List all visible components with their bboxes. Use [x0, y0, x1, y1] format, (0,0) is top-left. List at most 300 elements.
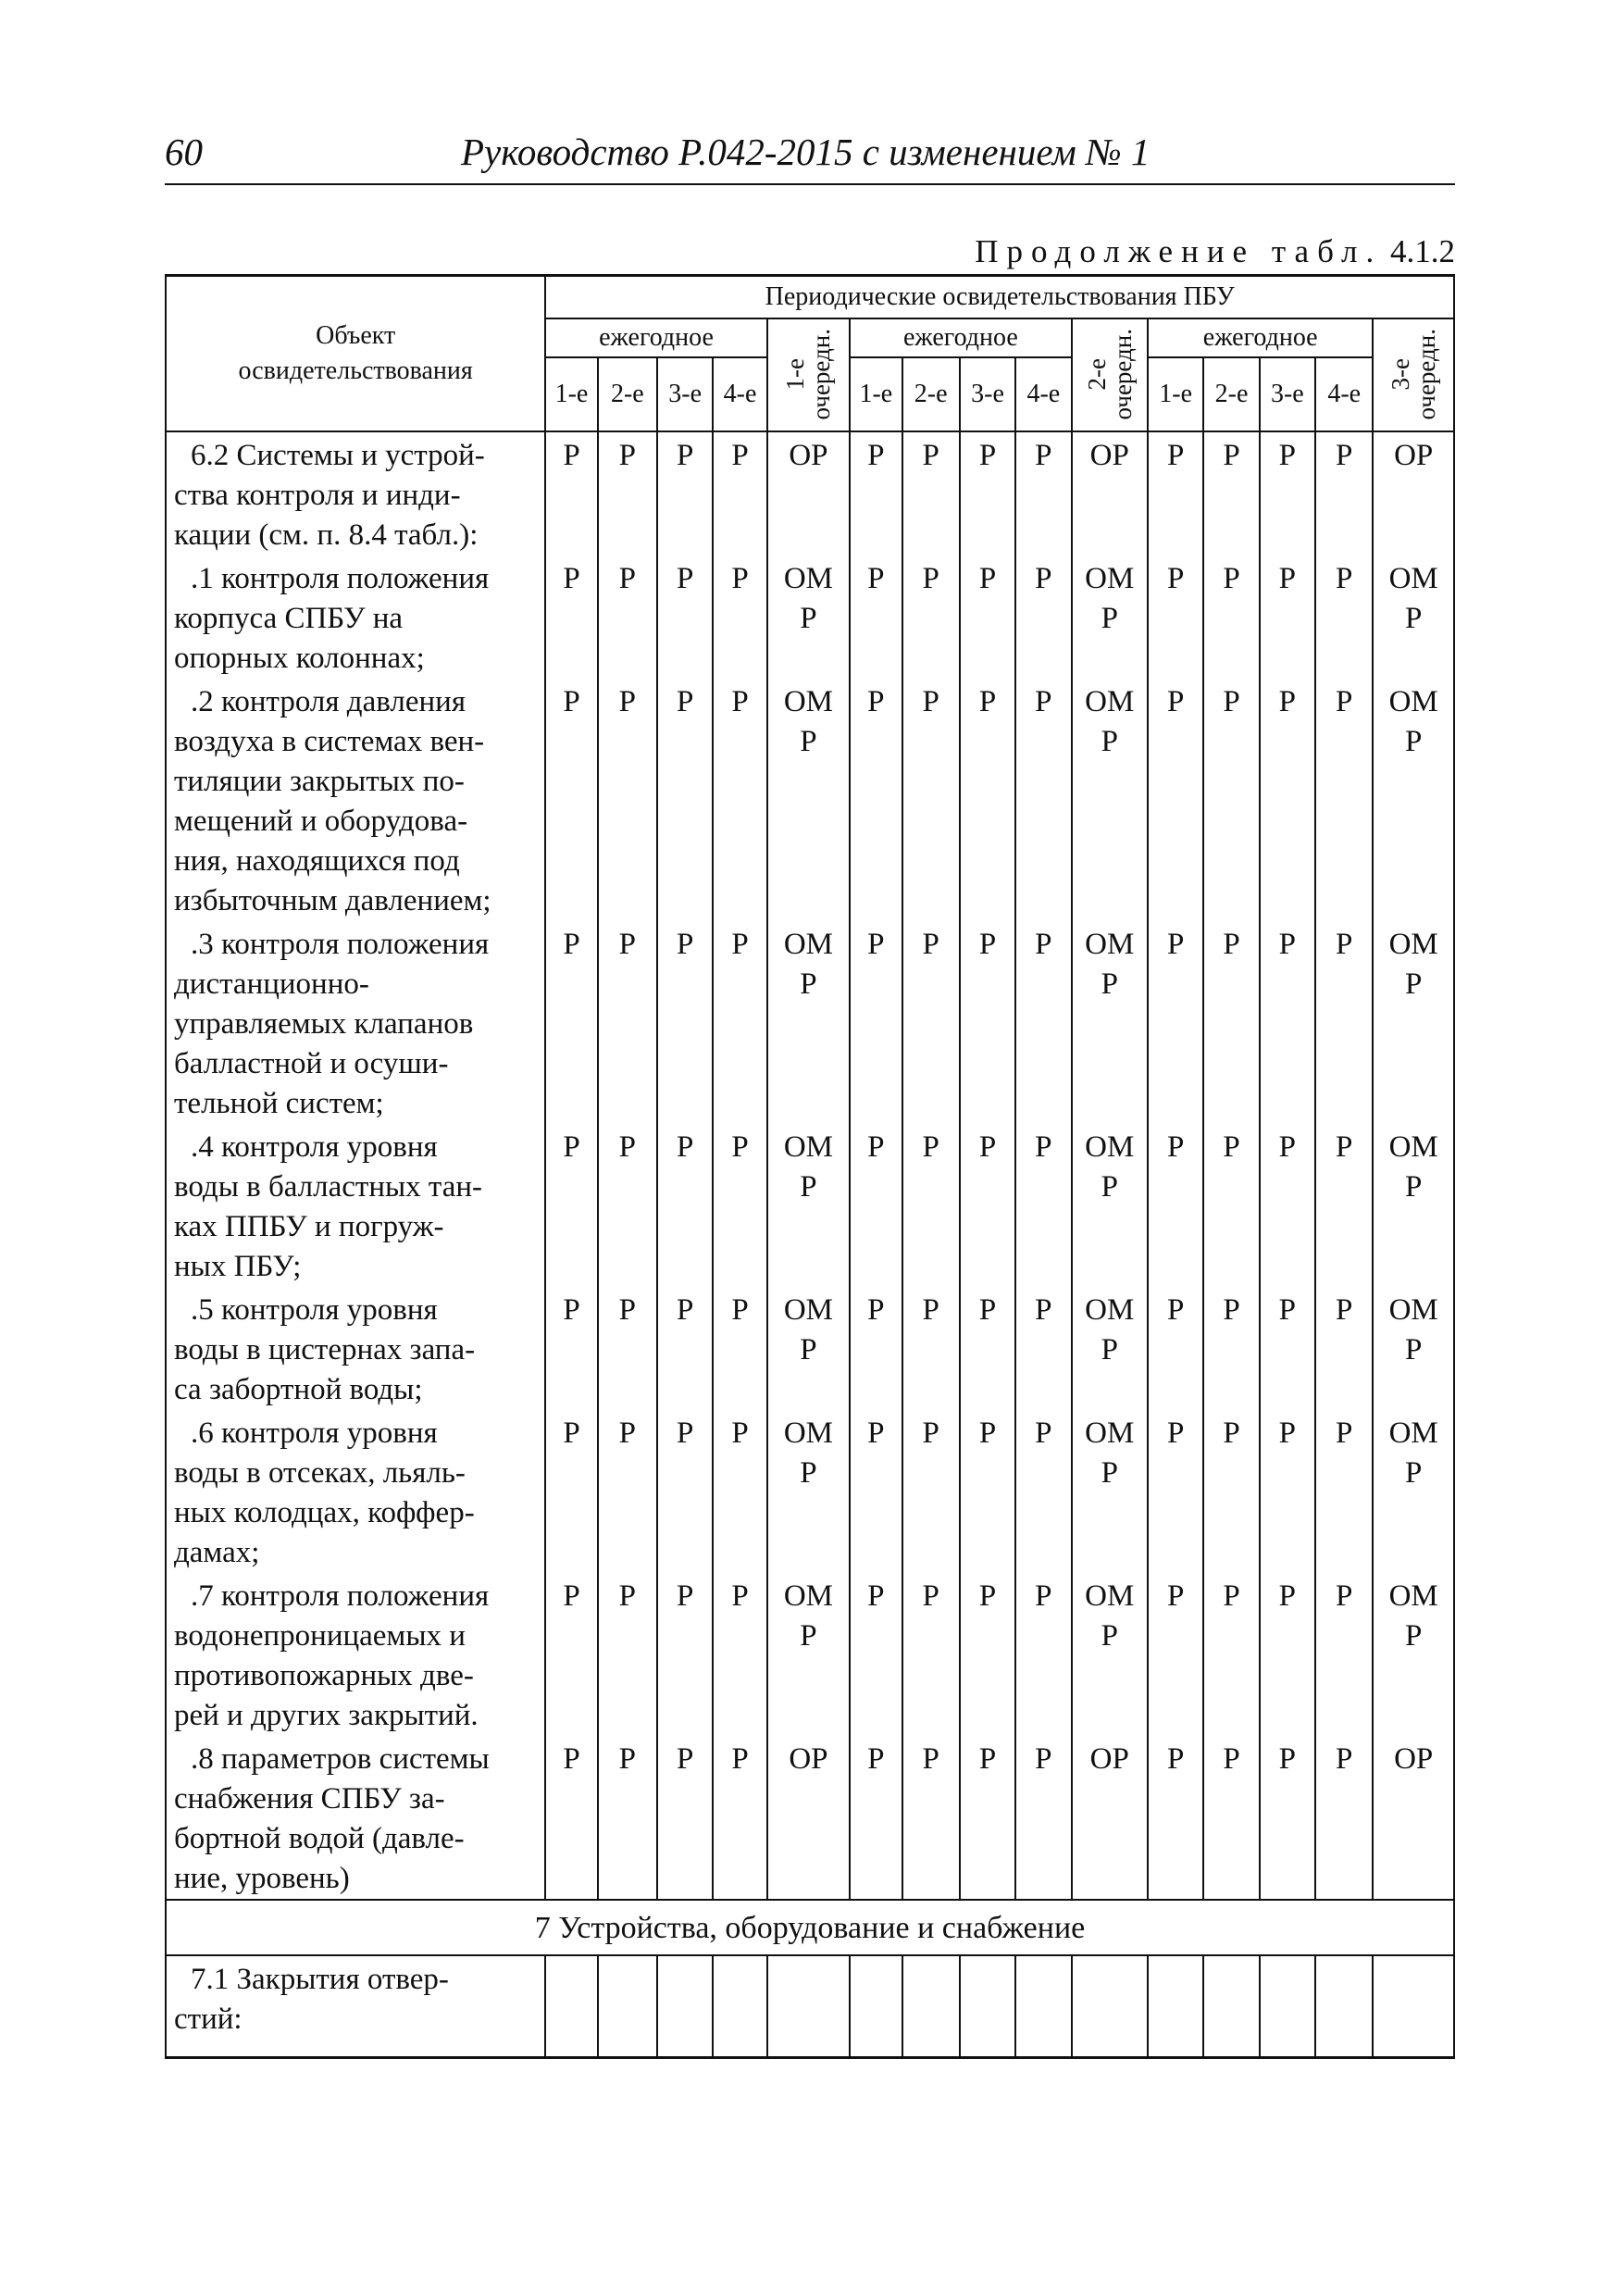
- cell-value: Р: [1166, 1578, 1185, 1613]
- cell-value: Р: [800, 1332, 817, 1366]
- subcol-3: 3-е: [960, 357, 1015, 431]
- cell-value: Р: [978, 561, 997, 595]
- row-object: [166, 1736, 545, 1900]
- object-line: .1 контроля положения: [191, 561, 490, 595]
- cell-value: Р: [978, 684, 997, 718]
- object-line: ства контроля и инди-: [174, 478, 461, 512]
- cell-value: Р: [1336, 927, 1353, 961]
- object-line: кации (см. п. 8.4 табл.):: [174, 518, 479, 552]
- object-line: корпуса СПБУ на: [174, 601, 404, 635]
- cell-value: Р: [731, 927, 749, 961]
- object-line: управляемых клапанов: [174, 1006, 474, 1041]
- survey-cell: [850, 1410, 902, 1573]
- object-line: дамах;: [174, 1535, 260, 1569]
- object-line: противопожарных две-: [174, 1658, 474, 1692]
- cell-value: Р: [563, 1416, 580, 1450]
- cell-value: Р: [867, 684, 885, 718]
- cell-value: Р: [1166, 1741, 1185, 1776]
- survey-cell: [1203, 1573, 1259, 1736]
- object-line: воды в отсеках, льяль-: [174, 1455, 466, 1490]
- object-line: рей и других закрытий.: [174, 1698, 479, 1732]
- cell-value: Р: [1166, 1292, 1185, 1327]
- survey-cell: [1072, 1124, 1148, 1287]
- cell-value: Р: [1035, 684, 1052, 718]
- cell-value: Р: [677, 561, 694, 595]
- survey-cell: [1203, 679, 1259, 921]
- subcol-1: 1-е: [1148, 357, 1203, 431]
- survey-cell: [902, 555, 960, 679]
- empty-cell: [1373, 1955, 1454, 2058]
- subcol-2: 2-е: [1203, 357, 1259, 431]
- cell-value: ОР: [789, 1741, 828, 1776]
- cell-value: ОМ: [1085, 927, 1135, 961]
- cell-value: Р: [1405, 1169, 1423, 1204]
- object-column-header: [166, 276, 545, 431]
- survey-cell: [902, 1573, 960, 1736]
- survey-cell: [657, 1410, 713, 1573]
- survey-cell: [767, 1573, 851, 1736]
- cell-value: Р: [1223, 438, 1240, 472]
- survey-cell: [545, 555, 597, 679]
- inspection-table: [165, 274, 1455, 2059]
- survey-cell: [713, 1124, 766, 1287]
- cell-value: Р: [1101, 601, 1118, 635]
- cell-value: ОМ: [1085, 1129, 1135, 1164]
- object-line: водонепроницаемых и: [174, 1618, 466, 1653]
- row-object: [166, 921, 545, 1124]
- survey-cell: [1373, 679, 1454, 921]
- object-line: .7 контроля положения: [191, 1578, 490, 1613]
- cell-value: Р: [1101, 1332, 1118, 1366]
- cell-value: Р: [563, 1578, 580, 1613]
- cell-value: Р: [1336, 1292, 1353, 1327]
- survey-cell: [598, 1410, 657, 1573]
- object-line: снабжения СПБУ за-: [174, 1781, 445, 1816]
- survey-cell: [1015, 1287, 1071, 1410]
- cell-value: Р: [1405, 1455, 1423, 1490]
- object-line: .8 параметров системы: [191, 1741, 490, 1776]
- cell-value: Р: [1336, 561, 1353, 595]
- survey-cell: [713, 431, 766, 555]
- cell-value: Р: [677, 684, 694, 718]
- cell-value: Р: [563, 927, 580, 961]
- row-object: [166, 555, 545, 679]
- survey-cell: [545, 1573, 597, 1736]
- survey-cell: [1373, 1287, 1454, 1410]
- subcol-3: 3-е: [657, 357, 713, 431]
- cell-value: ОМ: [783, 1292, 834, 1327]
- page-number: 60: [165, 131, 203, 173]
- object-line: избыточным давлением;: [174, 883, 491, 917]
- survey-cell: [1315, 431, 1373, 555]
- cell-value: Р: [1405, 967, 1423, 1001]
- survey-cell: [850, 921, 902, 1124]
- cell-value: ОМ: [1388, 1292, 1438, 1327]
- survey-cell: [1015, 431, 1071, 555]
- survey-cell: [598, 679, 657, 921]
- continuation-label: Продолжение табл.: [975, 233, 1383, 269]
- intermediate-header-2: [1072, 318, 1148, 431]
- empty-cell: [1148, 1955, 1203, 2058]
- survey-cell: [545, 679, 597, 921]
- table-row: [166, 1410, 1454, 1573]
- row-object: [166, 1955, 545, 2058]
- object-line: бортной водой (давле-: [174, 1821, 465, 1855]
- cell-value: Р: [618, 438, 637, 472]
- cell-value: Р: [731, 1741, 749, 1776]
- cell-value: ОМ: [1085, 1292, 1135, 1327]
- survey-cell: [1072, 1410, 1148, 1573]
- survey-cell: [1148, 679, 1203, 921]
- survey-cell: [713, 921, 766, 1124]
- survey-cell: [657, 1124, 713, 1287]
- survey-cell: [1373, 921, 1454, 1124]
- row-object: [166, 1410, 545, 1573]
- object-line: воды в цистернах запа-: [174, 1332, 476, 1366]
- survey-cell: [1072, 1573, 1148, 1736]
- survey-cell: [1015, 921, 1071, 1124]
- survey-cell: [850, 1736, 902, 1900]
- cell-value: ОР: [789, 438, 828, 472]
- cell-value: Р: [1278, 1292, 1297, 1327]
- survey-cell: [545, 1287, 597, 1410]
- empty-cell: [713, 1955, 766, 2058]
- survey-cell: [902, 1410, 960, 1573]
- cell-value: Р: [800, 1618, 817, 1653]
- survey-cell: [1260, 679, 1315, 921]
- table-row: [166, 555, 1454, 679]
- survey-cell: [767, 431, 851, 555]
- survey-cell: [960, 1736, 1015, 1900]
- cell-value: Р: [1101, 1618, 1118, 1653]
- cell-value: Р: [1101, 967, 1118, 1001]
- cell-value: Р: [978, 1741, 997, 1776]
- survey-cell: [1148, 1410, 1203, 1573]
- survey-cell: [1015, 679, 1071, 921]
- survey-cell: [598, 1736, 657, 1900]
- cell-value: Р: [563, 1741, 580, 1776]
- survey-cell: [657, 1287, 713, 1410]
- cell-value: Р: [1166, 438, 1185, 472]
- cell-value: Р: [978, 1129, 997, 1164]
- survey-cell: [1315, 1573, 1373, 1736]
- survey-cell: [767, 1410, 851, 1573]
- survey-cell: [1148, 921, 1203, 1124]
- survey-cell: [1203, 431, 1259, 555]
- cell-value: Р: [1336, 1741, 1353, 1776]
- cell-value: ОМ: [1388, 1578, 1438, 1613]
- cell-value: Р: [1035, 927, 1052, 961]
- survey-cell: [713, 1287, 766, 1410]
- survey-cell: [1203, 921, 1259, 1124]
- survey-cell: [1315, 921, 1373, 1124]
- object-line: тиляции закрытых по-: [174, 764, 465, 798]
- cell-value: Р: [1278, 684, 1297, 718]
- subcol-1: 1-е: [545, 357, 597, 431]
- subcol-4: 4-е: [713, 357, 766, 431]
- survey-cell: [767, 1287, 851, 1410]
- cell-value: Р: [1035, 1129, 1052, 1164]
- cell-value: Р: [731, 1416, 749, 1450]
- cell-value: Р: [1101, 1455, 1118, 1490]
- object-line: ния, находящихся под: [174, 843, 460, 878]
- table-row: [166, 431, 1454, 555]
- survey-cell: [850, 1124, 902, 1287]
- survey-cell: [598, 431, 657, 555]
- row-object: [166, 1287, 545, 1410]
- cell-value: Р: [618, 1129, 637, 1164]
- cell-value: ОМ: [1085, 1416, 1135, 1450]
- cell-value: Р: [618, 1416, 637, 1450]
- survey-cell: [1315, 555, 1373, 679]
- survey-cell: [1203, 1736, 1259, 1900]
- subcol-2: 2-е: [902, 357, 960, 431]
- survey-cell: [850, 555, 902, 679]
- empty-cell: [1260, 1955, 1315, 2058]
- object-line: ных колодцах, коффер-: [174, 1495, 475, 1529]
- cell-value: Р: [922, 684, 939, 718]
- object-line: опорных колоннах;: [174, 641, 425, 675]
- survey-cell: [713, 1410, 766, 1573]
- cell-value: Р: [1278, 927, 1297, 961]
- object-header-line-1: Объект: [316, 320, 396, 350]
- cell-value: Р: [618, 561, 637, 595]
- survey-cell: [598, 1573, 657, 1736]
- survey-cell: [657, 679, 713, 921]
- survey-cell: [1015, 1124, 1071, 1287]
- survey-cell: [902, 431, 960, 555]
- cell-value: Р: [867, 1741, 885, 1776]
- survey-cell: [545, 1410, 597, 1573]
- cell-value: Р: [1223, 561, 1240, 595]
- subcol-4: 4-е: [1315, 357, 1373, 431]
- cell-value: Р: [677, 927, 694, 961]
- cell-value: Р: [800, 1455, 817, 1490]
- survey-cell: [902, 1736, 960, 1900]
- survey-cell: [1373, 1410, 1454, 1573]
- row-object: [166, 1124, 545, 1287]
- survey-cell: [960, 1410, 1015, 1573]
- cell-value: Р: [677, 1416, 694, 1450]
- survey-cell: [767, 1736, 851, 1900]
- survey-cell: [1203, 555, 1259, 679]
- empty-cell: [1315, 1955, 1373, 2058]
- cell-value: Р: [1278, 1578, 1297, 1613]
- survey-cell: [1373, 431, 1454, 555]
- cell-value: Р: [1405, 724, 1423, 758]
- cell-value: Р: [1278, 1741, 1297, 1776]
- empty-cell: [545, 1955, 597, 2058]
- cell-value: Р: [677, 1741, 694, 1776]
- subcol-2: 2-е: [598, 357, 657, 431]
- cell-value: Р: [1278, 561, 1297, 595]
- table-row: [166, 1287, 1454, 1410]
- object-line: тельной систем;: [174, 1086, 384, 1120]
- cell-value: Р: [618, 684, 637, 718]
- survey-cell: [902, 679, 960, 921]
- survey-cell: [1148, 1573, 1203, 1736]
- survey-cell: [1148, 1124, 1203, 1287]
- survey-cell: [767, 679, 851, 921]
- cell-value: ОМ: [783, 561, 834, 595]
- cell-value: Р: [867, 1292, 885, 1327]
- cell-value: Р: [1278, 1416, 1297, 1450]
- survey-cell: [1203, 1287, 1259, 1410]
- cell-value: Р: [978, 927, 997, 961]
- survey-cell: [1373, 1573, 1454, 1736]
- cell-value: Р: [1035, 1292, 1052, 1327]
- survey-cell: [713, 1573, 766, 1736]
- empty-cell: [1072, 1955, 1148, 2058]
- object-line: 7.1 Закрытия отвер-: [191, 1962, 449, 1996]
- cell-value: Р: [1336, 1578, 1353, 1613]
- cell-value: Р: [1336, 1129, 1353, 1164]
- cell-value: Р: [1278, 1129, 1297, 1164]
- survey-cell: [1015, 1573, 1071, 1736]
- cell-value: Р: [978, 438, 997, 472]
- cell-value: Р: [800, 1169, 817, 1204]
- object-line: .3 контроля положения: [191, 927, 490, 961]
- cell-value: ОР: [1089, 438, 1129, 472]
- cell-value: Р: [563, 561, 580, 595]
- subcol-4: 4-е: [1015, 357, 1071, 431]
- cell-value: Р: [677, 1578, 694, 1613]
- subcol-3: 3-е: [1260, 357, 1315, 431]
- survey-cell: [598, 555, 657, 679]
- cell-value: Р: [1166, 561, 1185, 595]
- survey-cell: [1260, 1124, 1315, 1287]
- section-row: [166, 1900, 1454, 1955]
- cell-value: Р: [731, 438, 749, 472]
- cell-value: Р: [978, 1578, 997, 1613]
- survey-cell: [902, 921, 960, 1124]
- table-body: [166, 431, 1454, 2058]
- cell-value: ОМ: [1085, 1578, 1135, 1613]
- cell-value: Р: [563, 1292, 580, 1327]
- cell-value: Р: [1336, 1416, 1353, 1450]
- survey-cell: [1315, 679, 1373, 921]
- cell-value: Р: [1336, 684, 1353, 718]
- survey-cell: [1148, 431, 1203, 555]
- cell-value: ОМ: [783, 927, 834, 961]
- running-title: Руководство Р.042-2015 с изменением № 1: [461, 131, 1151, 173]
- survey-cell: [1015, 1736, 1071, 1900]
- cell-value: Р: [1101, 724, 1118, 758]
- cell-value: Р: [618, 927, 637, 961]
- survey-cell: [1148, 1287, 1203, 1410]
- object-line: ных ПБУ;: [174, 1249, 302, 1283]
- survey-cell: [850, 679, 902, 921]
- cell-value: Р: [1405, 601, 1423, 635]
- survey-cell: [767, 555, 851, 679]
- survey-cell: [960, 1124, 1015, 1287]
- object-line: .4 контроля уровня: [191, 1129, 438, 1164]
- survey-cell: [1203, 1410, 1259, 1573]
- cell-value: ОМ: [1085, 561, 1135, 595]
- cell-value: Р: [677, 1129, 694, 1164]
- survey-cell: [545, 1736, 597, 1900]
- survey-cell: [1148, 555, 1203, 679]
- page-header: [165, 130, 1455, 185]
- survey-cell: [1072, 921, 1148, 1124]
- table-row: [166, 1736, 1454, 1900]
- cell-value: ОМ: [783, 1129, 834, 1164]
- table-row: [166, 1124, 1454, 1287]
- cell-value: Р: [618, 1578, 637, 1613]
- cell-value: Р: [563, 438, 580, 472]
- cell-value: Р: [1223, 927, 1240, 961]
- survey-cell: [1260, 555, 1315, 679]
- survey-cell: [1260, 1287, 1315, 1410]
- cell-value: Р: [867, 1129, 885, 1164]
- survey-cell: [1260, 1736, 1315, 1900]
- object-line: балластной и осуши-: [174, 1046, 449, 1080]
- object-line: стий:: [174, 2002, 243, 2036]
- object-line: .6 контроля уровня: [191, 1416, 438, 1450]
- cell-value: Р: [731, 684, 749, 718]
- cell-value: Р: [1336, 438, 1353, 472]
- cell-value: Р: [922, 1416, 939, 1450]
- cell-value: Р: [563, 1129, 580, 1164]
- cell-value: Р: [731, 1578, 749, 1613]
- object-line: ках ППБУ и погруж-: [174, 1209, 444, 1243]
- survey-cell: [657, 1736, 713, 1900]
- survey-cell: [960, 1287, 1015, 1410]
- cell-value: Р: [800, 967, 817, 1001]
- survey-cell: [1260, 921, 1315, 1124]
- survey-cell: [1203, 1124, 1259, 1287]
- object-header-line-2: освидетельствования: [238, 356, 473, 385]
- survey-cell: [1373, 1124, 1454, 1287]
- cell-value: Р: [800, 724, 817, 758]
- survey-cell: [1315, 1124, 1373, 1287]
- survey-cell: [1072, 1287, 1148, 1410]
- row-object: [166, 431, 545, 555]
- survey-cell: [1315, 1410, 1373, 1573]
- cell-value: ОМ: [1388, 1416, 1438, 1450]
- survey-cell: [1072, 1736, 1148, 1900]
- survey-cell: [657, 1573, 713, 1736]
- subcol-1: 1-е: [850, 357, 902, 431]
- cell-value: ОМ: [1388, 561, 1438, 595]
- survey-cell: [657, 921, 713, 1124]
- cell-value: Р: [677, 438, 694, 472]
- cell-value: Р: [1035, 438, 1052, 472]
- cell-value: Р: [1223, 1578, 1240, 1613]
- empty-cell: [902, 1955, 960, 2058]
- survey-cell: [1315, 1287, 1373, 1410]
- intermediate-label-3: 3-е очередн.: [1387, 329, 1441, 420]
- survey-cell: [902, 1287, 960, 1410]
- cell-value: Р: [731, 1292, 749, 1327]
- cell-value: Р: [1278, 438, 1297, 472]
- survey-cell: [960, 1573, 1015, 1736]
- object-line: са забортной воды;: [174, 1372, 423, 1406]
- cell-value: Р: [1166, 684, 1185, 718]
- cell-value: ОР: [1394, 1741, 1434, 1776]
- survey-cell: [657, 431, 713, 555]
- table-row: [166, 1573, 1454, 1736]
- survey-cell: [1072, 555, 1148, 679]
- cell-value: ОМ: [1388, 684, 1438, 718]
- cell-value: Р: [1223, 1292, 1240, 1327]
- survey-cell: [850, 1573, 902, 1736]
- survey-cell: [1072, 431, 1148, 555]
- cell-value: Р: [1166, 1129, 1185, 1164]
- survey-cell: [960, 921, 1015, 1124]
- empty-cell: [960, 1955, 1015, 2058]
- annual-header-1: ежегодное: [545, 318, 766, 357]
